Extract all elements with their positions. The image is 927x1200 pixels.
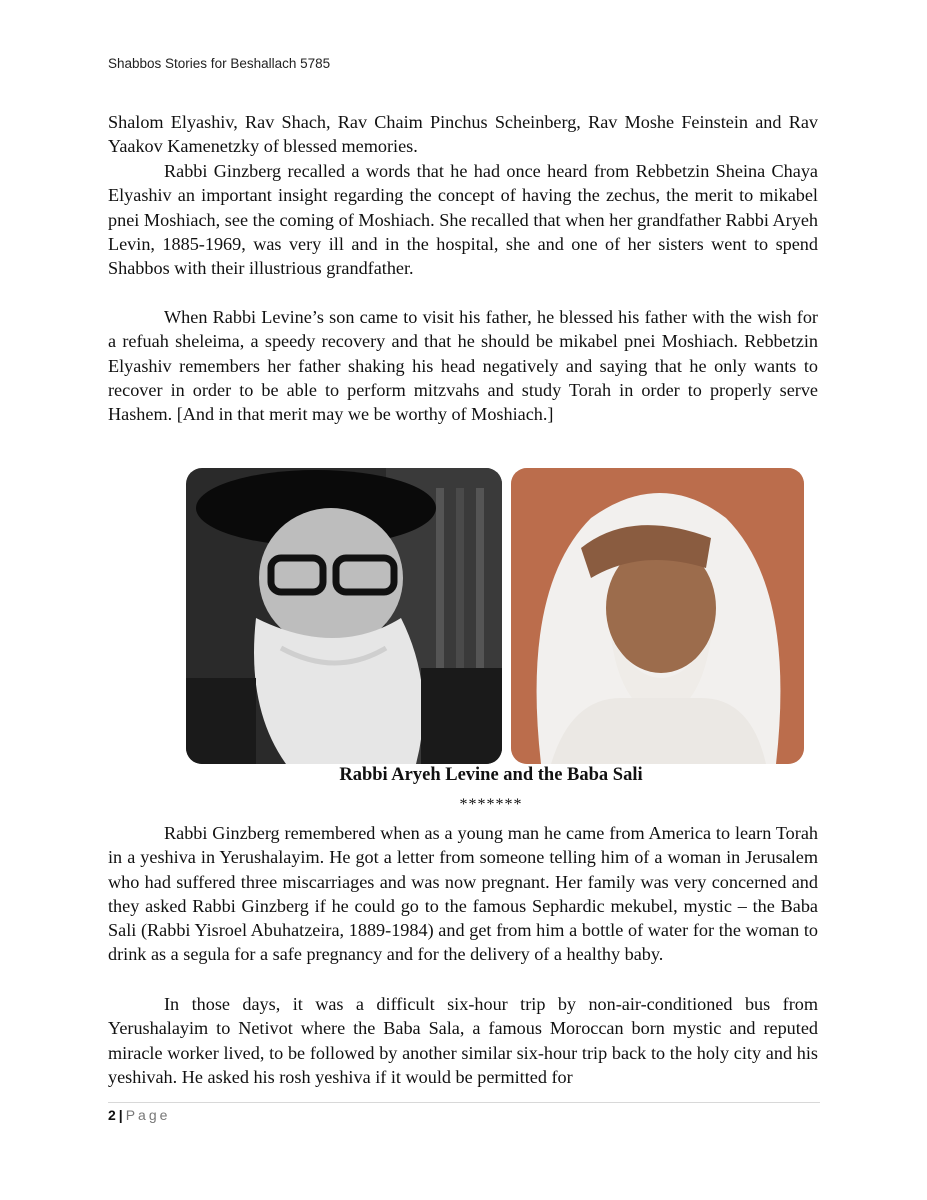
page-footer [108,1107,170,1123]
paragraph-ginzberg-letter: Rabbi Ginzberg remembered when as a young man he came from America to learn Torah in a yeshiva in Yerushalayim. He got a letter from someone telling him of a woman in Jerusalem who had suffered three miscarriages and was now pregnant. Her family was very concerned and they asked Rabbi Ginzberg if he could go to the famous Sephardic mekubel, mystic – the Baba Sali (Rabbi Yisroel Abuhatzeira, 1889-1984) and get from him a bottle of water for the woman to drink as a segula for a safe pregnancy and for the delivery of a healthy baby. [108,823,818,965]
page-label: Page [125,1107,171,1123]
document-header: Shabbos Stories for Beshallach 5785 [108,56,331,71]
paragraph-rebbetzin-insight: Rabbi Ginzberg recalled a words that he had once heard from Rebbetzin Sheina Chaya Elyashiv an important insight regarding the concept of having the zechus, the merit to mikabel pnei Moshiach, see the coming of Moshiach. She recalled that when her grandfather Rabbi Aryeh Levin, 1885-1969, was very ill and in the hospital, she and one of her sisters went to spend Shabbos with their illustrious grandfather. [108,161,818,279]
footer-rule [108,1102,820,1103]
paragraph-trip-to-netivot: In those days, it was a difficult six-hour trip by non-air-conditioned bus from Yerushalayim to Netivot where the Baba Sala, a famous Moroccan born mystic and reputed miracle worker lived, to be followed by another similar six-hour trip back to the holy city and his yeshivah. He asked his rosh yeshiva if it would be permitted for [108,994,818,1087]
section-divider: ******* [459,796,523,813]
figure-caption: Rabbi Aryeh Levine and the Baba Sali [339,765,643,785]
page-number: 2 [108,1107,116,1123]
paragraph-levine-son: When Rabbi Levine’s son came to visit his father, he blessed his father with the wish for a refuah sheleima, a speedy recovery and that he should be mikabel pnei Moshiach. Rebbetzin Elyashiv remembers her father shaking his head negatively and saying that he only wants to recover in order to be able to perform mitzvahs and study Torah in order to properly serve Hashem. [And in that merit may we be worthy of Moshiach.] [108,307,818,425]
photo-baba-sali [511,468,804,764]
paragraph-continuation: Shalom Elyashiv, Rav Shach, Rav Chaim Pinchus Scheinberg, Rav Moshe Feinstein and Rav Yaakov Kamenetzky of blessed memories. [108,112,818,157]
footer-separator: | [118,1107,123,1123]
photo-rabbi-aryeh-levine [186,468,502,764]
